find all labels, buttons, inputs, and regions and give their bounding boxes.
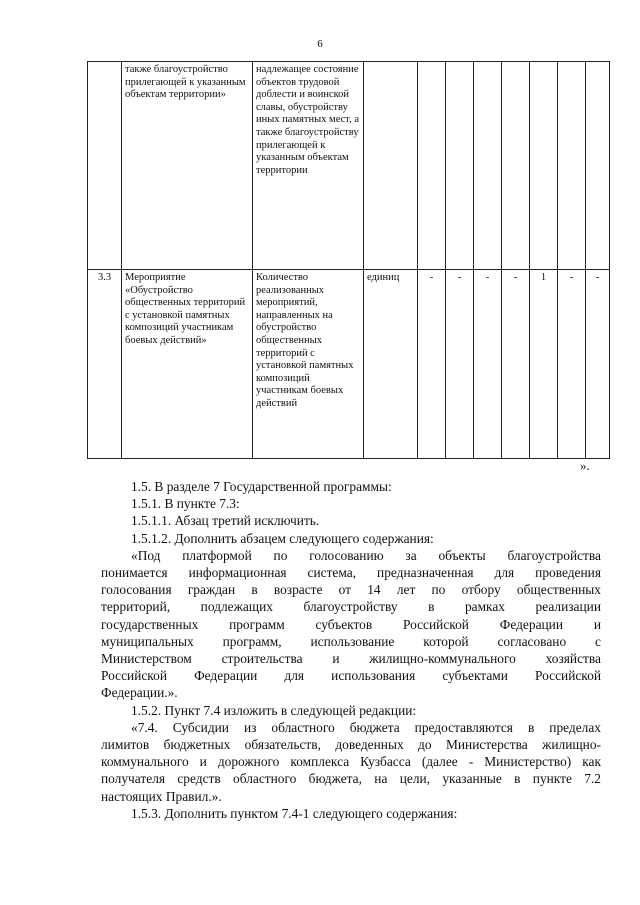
event-cell: также благоустройство прилегающей к указанным объектам территории» <box>122 62 253 270</box>
value-cell <box>446 62 474 270</box>
text-line: «Под платформой по голосованию за объекты благоустройства <box>131 547 601 563</box>
text-line: «7.4. Субсидии из областного бюджета предоставляются в пределах <box>131 719 601 735</box>
value-cell <box>474 62 502 270</box>
value-cell <box>502 62 530 270</box>
unit-cell: единиц <box>364 270 418 459</box>
text-line: государственных программ субъектов Российской Федерации и <box>101 616 601 632</box>
value-cell: - <box>446 270 474 459</box>
value-cell <box>558 62 586 270</box>
text-line: настоящих Правил.». <box>101 788 222 804</box>
program-table <box>87 61 610 459</box>
paragraph: 1.5.1.2. Дополнить абзацем следующего содержания: <box>131 530 434 546</box>
row-number: 3.3 <box>88 270 122 459</box>
table-closing-quote: ». <box>580 458 590 473</box>
value-cell: - <box>502 270 530 459</box>
text-line: голосования граждан в возрасте от 14 лет по отбору общественных <box>101 582 601 598</box>
document-body <box>101 478 601 822</box>
text-line: территорий, подлежащих благоустройству в рамках реализации <box>101 599 601 615</box>
text-line: понимается информационная система, предназначенная для проведения <box>101 565 601 581</box>
value-cell: 1 <box>530 270 558 459</box>
paragraph: 1.5.2. Пункт 7.4 изложить в следующей редакции: <box>131 702 417 718</box>
quoted-paragraph <box>101 719 601 805</box>
page-number: 6 <box>317 38 323 50</box>
unit-cell <box>364 62 418 270</box>
value-cell <box>530 62 558 270</box>
table-row <box>88 270 610 459</box>
value-cell: - <box>558 270 586 459</box>
value-cell <box>418 62 446 270</box>
text-line: Российской Федерации для использования субъектами Российской <box>101 668 601 684</box>
paragraph: 1.5.1.1. Абзац третий исключить. <box>131 513 320 529</box>
value-cell: - <box>474 270 502 459</box>
text-line: лимитов бюджетных обязательств, доведенных до Министерства жилищно- <box>101 737 601 753</box>
quoted-paragraph <box>101 547 601 702</box>
paragraph: 1.5.1. В пункте 7.3: <box>131 496 240 512</box>
event-cell: Мероприятие «Обустройство общественных территорий с установкой памятных композиций участникам боевых действий» <box>122 270 253 459</box>
value-cell: - <box>418 270 446 459</box>
text-line: коммунального и дорожного комплекса Кузбасса (далее - Министерство) как <box>101 754 601 770</box>
paragraph: 1.5.3. Дополнить пунктом 7.4-1 следующего содержания: <box>131 805 458 821</box>
value-cell <box>586 62 610 270</box>
text-line: получателя средств областного бюджета, на цели, указанные в пункте 7.2 <box>101 771 601 787</box>
paragraph: 1.5. В разделе 7 Государственной программы: <box>131 479 392 494</box>
text-line: Федерации.». <box>101 685 178 701</box>
text-line: Министерством строительства и жилищно-коммунального хозяйства <box>101 651 601 667</box>
indicator-cell: Количество реализованных мероприятий, направленных на обустройство общественных территорий с установкой памятных композиций участникам боевых действий <box>253 270 364 459</box>
table-row <box>88 62 610 270</box>
text-line: муниципальных программ, использование которой согласовано с <box>101 633 601 649</box>
indicator-cell: надлежащее состояние объектов трудовой доблести и воинской славы, обустройству иных памятных мест, а также благоустройству прилегающей к указанным объектам территории <box>253 62 364 270</box>
row-number <box>88 62 122 270</box>
value-cell: - <box>586 270 610 459</box>
